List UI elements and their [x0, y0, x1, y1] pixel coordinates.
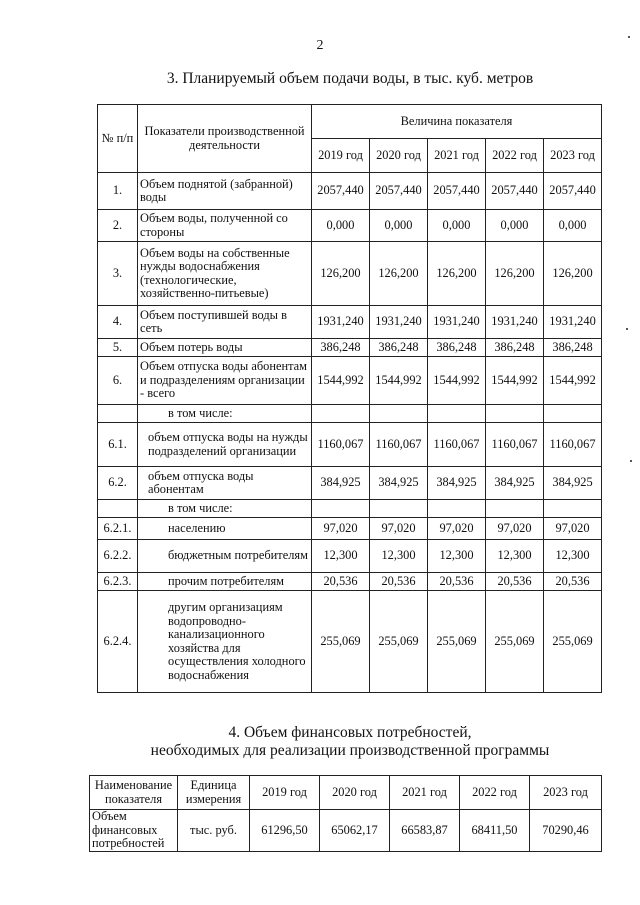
row-value: 255,069 — [428, 591, 486, 693]
row-value — [370, 405, 428, 423]
row-indicator: другим организациям водопроводно-канализационного хозяйства для осуществления холодного водоснабжения — [138, 591, 312, 693]
row-num: 3. — [98, 242, 138, 306]
row-value: 1160,067 — [544, 423, 602, 467]
header-name: Наименование показателя — [90, 776, 178, 810]
row-value: 20,536 — [312, 573, 370, 591]
row-indicator: Объем поступившей воды в сеть — [138, 306, 312, 339]
row-value: 12,300 — [312, 540, 370, 573]
row-value: 0,000 — [428, 210, 486, 242]
row-indicator: в том числе: — [138, 405, 312, 423]
row-value: 384,925 — [544, 467, 602, 500]
row-value — [312, 500, 370, 518]
row-num: 6.2.3. — [98, 573, 138, 591]
row-value: 2057,440 — [486, 173, 544, 210]
row-value: 1931,240 — [370, 306, 428, 339]
row-value: 1544,992 — [312, 357, 370, 405]
row-num: 6. — [98, 357, 138, 405]
row-num: 6.2. — [98, 467, 138, 500]
row-num — [98, 405, 138, 423]
header-year: 2022 год — [486, 139, 544, 173]
header-year: 2019 год — [312, 139, 370, 173]
row-num: 2. — [98, 210, 138, 242]
row-value: 384,925 — [370, 467, 428, 500]
row-value: 61296,50 — [250, 810, 320, 852]
row-value — [312, 405, 370, 423]
row-value: 70290,46 — [530, 810, 602, 852]
section-4-title — [30, 724, 640, 760]
row-value: 12,300 — [428, 540, 486, 573]
row-indicator: Объем поднятой (забранной) воды — [138, 173, 312, 210]
financial-needs-table — [89, 775, 602, 852]
row-value: 1931,240 — [486, 306, 544, 339]
header-year: 2019 год — [250, 776, 320, 810]
row-value: 2057,440 — [544, 173, 602, 210]
row-value: 12,300 — [486, 540, 544, 573]
row-value: 126,200 — [370, 242, 428, 306]
row-value — [428, 405, 486, 423]
row-num: 6.2.2. — [98, 540, 138, 573]
row-value: 97,020 — [370, 518, 428, 540]
row-indicator: бюджетным потребителям — [138, 540, 312, 573]
row-value: 1160,067 — [370, 423, 428, 467]
section-4-title-line1: 4. Объем финансовых потребностей, — [228, 724, 472, 741]
row-unit: тыс. руб. — [178, 810, 250, 852]
row-value: 126,200 — [544, 242, 602, 306]
row-num: 5. — [98, 339, 138, 357]
table-row — [98, 423, 602, 467]
row-value: 20,536 — [428, 573, 486, 591]
header-indicator: Показатели производственной деятельности — [138, 105, 312, 173]
row-value: 0,000 — [312, 210, 370, 242]
row-value: 1160,067 — [486, 423, 544, 467]
row-value: 0,000 — [370, 210, 428, 242]
row-value — [544, 500, 602, 518]
header-value: Величина показателя — [312, 105, 602, 139]
section-3-title: 3. Планируемый объем подачи воды, в тыс. куб. метров — [166, 70, 534, 87]
scan-speck — [630, 460, 632, 462]
row-value: 2057,440 — [428, 173, 486, 210]
row-value: 20,536 — [486, 573, 544, 591]
row-value: 1931,240 — [312, 306, 370, 339]
scan-speck — [628, 36, 630, 38]
row-value: 97,020 — [428, 518, 486, 540]
row-value: 386,248 — [544, 339, 602, 357]
header-year: 2021 год — [390, 776, 460, 810]
row-value: 386,248 — [312, 339, 370, 357]
row-num: 6.2.1. — [98, 518, 138, 540]
row-value: 0,000 — [486, 210, 544, 242]
row-num: 4. — [98, 306, 138, 339]
row-indicator: Объем отпуска воды абонентам и подразделениям организации - всего — [138, 357, 312, 405]
table-row — [98, 339, 602, 357]
table-row — [98, 405, 602, 423]
table-row — [98, 306, 602, 339]
row-value: 255,069 — [486, 591, 544, 693]
table-row — [98, 173, 602, 210]
row-num: 1. — [98, 173, 138, 210]
row-value: 1544,992 — [486, 357, 544, 405]
header-unit: Единица измерения — [178, 776, 250, 810]
row-indicator: прочим потребителям — [138, 573, 312, 591]
row-value: 1544,992 — [544, 357, 602, 405]
row-value: 386,248 — [428, 339, 486, 357]
row-value: 1544,992 — [428, 357, 486, 405]
row-value: 384,925 — [428, 467, 486, 500]
page-number: 2 — [316, 38, 324, 53]
row-name: Объем финансовых потребностей — [90, 810, 178, 852]
scan-speck — [626, 328, 628, 330]
table-row — [98, 591, 602, 693]
row-value: 386,248 — [370, 339, 428, 357]
row-value: 126,200 — [428, 242, 486, 306]
row-value — [428, 500, 486, 518]
row-indicator: Объем потерь воды — [138, 339, 312, 357]
row-indicator: Объем воды, полученной со стороны — [138, 210, 312, 242]
row-value: 1931,240 — [428, 306, 486, 339]
row-value: 1931,240 — [544, 306, 602, 339]
header-num: № п/п — [98, 105, 138, 173]
row-value — [486, 500, 544, 518]
row-value: 255,069 — [312, 591, 370, 693]
table-row — [98, 210, 602, 242]
row-value: 1160,067 — [312, 423, 370, 467]
row-value: 1160,067 — [428, 423, 486, 467]
row-value: 126,200 — [486, 242, 544, 306]
table-row — [98, 518, 602, 540]
header-year: 2022 год — [460, 776, 530, 810]
row-value: 2057,440 — [312, 173, 370, 210]
row-num — [98, 500, 138, 518]
row-value: 255,069 — [544, 591, 602, 693]
row-value: 65062,17 — [320, 810, 390, 852]
row-value: 20,536 — [544, 573, 602, 591]
row-num: 6.1. — [98, 423, 138, 467]
row-num: 6.2.4. — [98, 591, 138, 693]
row-value: 255,069 — [370, 591, 428, 693]
table-row — [98, 467, 602, 500]
row-value: 20,536 — [370, 573, 428, 591]
section-4-title-line2: необходимых для реализации производственной программы — [150, 742, 550, 759]
row-indicator: населению — [138, 518, 312, 540]
water-supply-table — [97, 104, 602, 693]
row-value — [544, 405, 602, 423]
table-row — [98, 357, 602, 405]
row-value: 66583,87 — [390, 810, 460, 852]
row-indicator: в том числе: — [138, 500, 312, 518]
header-year: 2023 год — [530, 776, 602, 810]
row-value: 384,925 — [312, 467, 370, 500]
row-value: 12,300 — [544, 540, 602, 573]
header-year: 2021 год — [428, 139, 486, 173]
header-year: 2023 год — [544, 139, 602, 173]
row-value: 12,300 — [370, 540, 428, 573]
row-value — [370, 500, 428, 518]
row-value: 126,200 — [312, 242, 370, 306]
table-row — [98, 540, 602, 573]
header-year: 2020 год — [320, 776, 390, 810]
row-value — [486, 405, 544, 423]
row-value: 68411,50 — [460, 810, 530, 852]
table-row — [98, 573, 602, 591]
table-row — [98, 242, 602, 306]
table-row — [98, 500, 602, 518]
row-value: 97,020 — [486, 518, 544, 540]
row-value: 384,925 — [486, 467, 544, 500]
row-value: 97,020 — [544, 518, 602, 540]
row-value: 386,248 — [486, 339, 544, 357]
row-value: 97,020 — [312, 518, 370, 540]
row-indicator: объем отпуска воды на нужды подразделений организации — [138, 423, 312, 467]
row-value: 0,000 — [544, 210, 602, 242]
row-indicator: объем отпуска воды абонентам — [138, 467, 312, 500]
row-value: 1544,992 — [370, 357, 428, 405]
row-indicator: Объем воды на собственные нужды водоснабжения (технологические, хозяйственно-питьевые) — [138, 242, 312, 306]
row-value: 2057,440 — [370, 173, 428, 210]
header-year: 2020 год — [370, 139, 428, 173]
